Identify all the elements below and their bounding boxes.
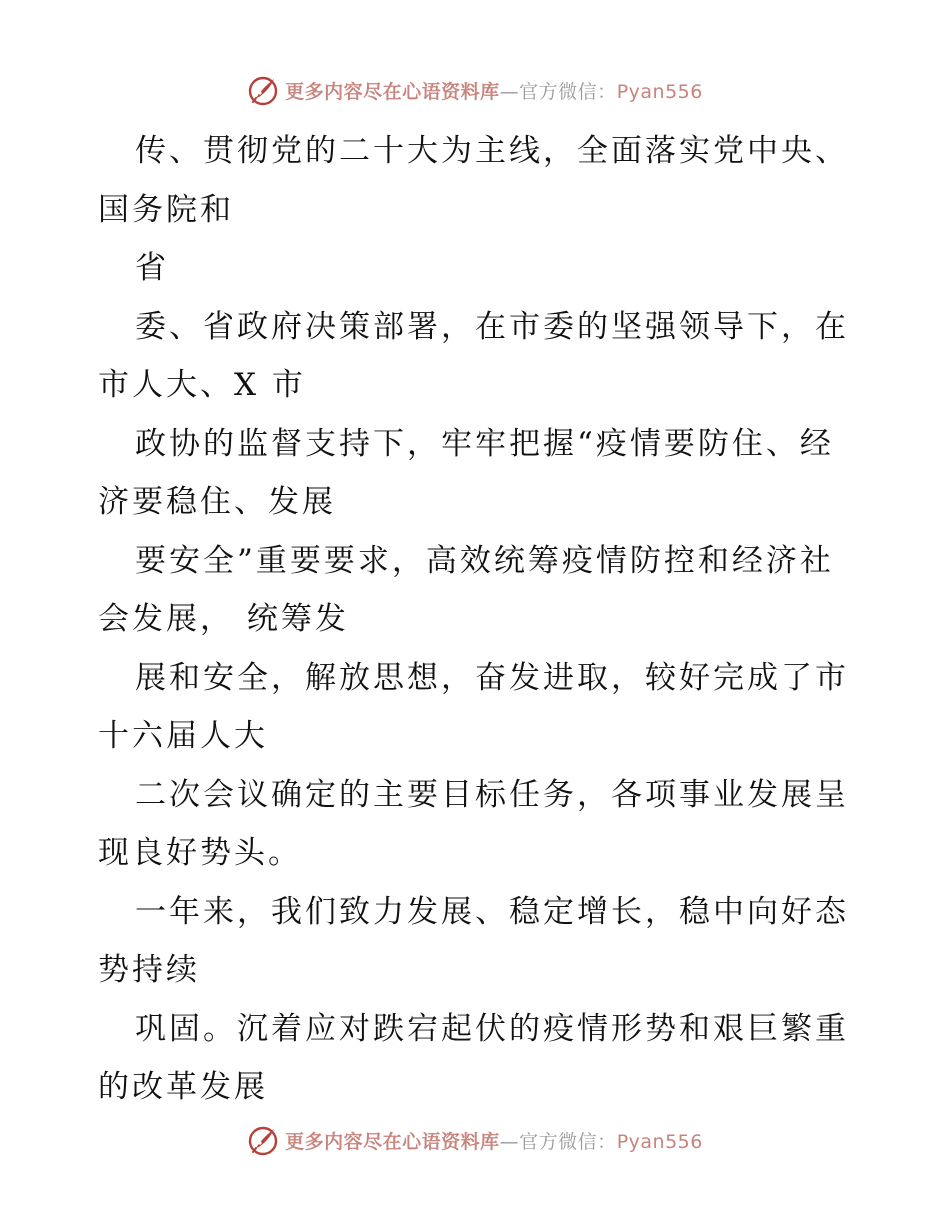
body-line: 济要稳住、发展 bbox=[98, 484, 336, 520]
body-line: 市人大、X 市 bbox=[98, 367, 306, 403]
watermark-brand: 更多内容尽在心语资料库 bbox=[285, 80, 500, 103]
watermark-text bbox=[285, 77, 703, 104]
body-line: 会发展， 统筹发 bbox=[98, 601, 349, 637]
body-line: 传、贯彻党的二十大为主线，全面落实党中央、 bbox=[135, 133, 849, 169]
body-line: 展和安全，解放思想，奋发进取，较好完成了市 bbox=[135, 659, 849, 696]
footer-watermark bbox=[0, 1120, 950, 1160]
body-line: 的改革发展 bbox=[98, 1069, 268, 1105]
watermark-official-label: 官方微信： bbox=[519, 80, 617, 103]
quill-pen-logo-icon bbox=[247, 74, 279, 106]
body-line: 省 bbox=[135, 250, 169, 286]
watermark-separator: — bbox=[499, 1130, 520, 1153]
quill-pen-logo-icon bbox=[247, 1124, 279, 1156]
body-line: 委、省政府决策部署，在市委的坚强领导下，在 bbox=[135, 308, 849, 345]
body-line: 十六届人大 bbox=[98, 718, 268, 754]
body-line: 二次会议确定的主要目标任务，各项事业发展呈 bbox=[135, 776, 849, 813]
watermark-wechat-id: Pyan556 bbox=[616, 1130, 703, 1153]
body-line: 政协的监督支持下，牢牢把握“疫情要防住、经 bbox=[135, 425, 834, 462]
watermark-text bbox=[285, 1127, 703, 1154]
body-line: 巩固。沉着应对跌宕起伏的疫情形势和艰巨繁重 bbox=[135, 1010, 849, 1047]
watermark-official-label: 官方微信： bbox=[519, 1130, 617, 1153]
body-line: 国务院和 bbox=[98, 191, 234, 228]
body-line: 一年来，我们致力发展、稳定增长，稳中向好态 bbox=[135, 893, 849, 930]
header-watermark bbox=[0, 70, 950, 110]
watermark-brand: 更多内容尽在心语资料库 bbox=[285, 1130, 500, 1153]
body-line: 势持续 bbox=[98, 952, 200, 988]
watermark-wechat-id: Pyan556 bbox=[616, 80, 703, 103]
body-line: 要安全”重要要求，高效统筹疫情防控和经济社 bbox=[135, 542, 834, 579]
body-line: 现良好势头。 bbox=[98, 835, 302, 871]
document-body bbox=[98, 122, 858, 1117]
watermark-separator: — bbox=[499, 80, 520, 103]
